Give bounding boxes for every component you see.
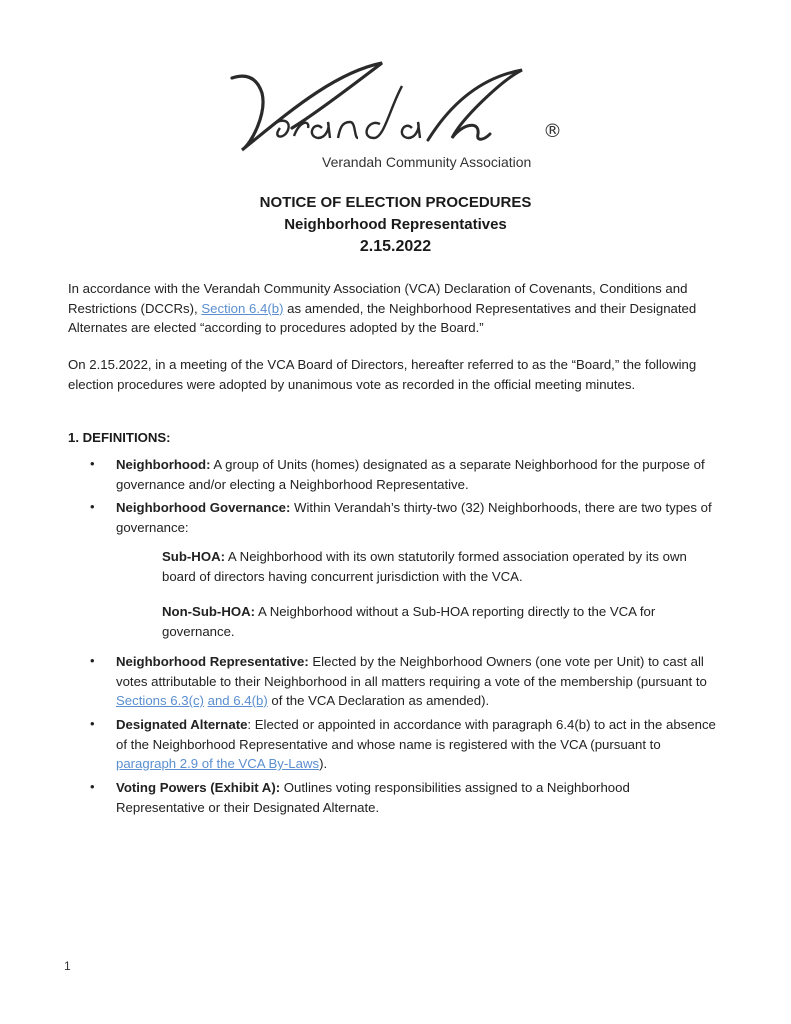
page-number: 1 (64, 959, 71, 973)
definition-alternate (116, 715, 716, 774)
term-sub-hoa: Sub-HOA: (162, 549, 225, 564)
intro-text-after-link: as amended, the Neighborhood Representatives and their Designated Alternates are elected “according to procedures adopted by the Board.” (68, 300, 697, 335)
term-voting-powers: Voting Powers (Exhibit A): (116, 780, 281, 795)
definition-non-sub-hoa-text: A Neighborhood without a Sub-HOA reporting directly to the VCA for governance. (162, 604, 656, 639)
definition-representative (116, 652, 716, 711)
definition-sub-hoa-text: A Neighborhood with its own statutorily formed association operated by its own board of directors having concurrent jurisdiction with the VCA. (162, 549, 687, 584)
bullet-icon: • (90, 499, 95, 514)
definition-representative-text-after: of the VCA Declaration as amended). (267, 693, 490, 708)
bullet-icon: • (90, 716, 95, 731)
sections-6-3c-link[interactable]: Sections 6.3(c) (116, 693, 204, 708)
bullet-icon: • (90, 779, 95, 794)
definition-voting-powers-text: Outlines voting responsibilities assigned to a Neighborhood Representative or their Designated Alternate. (116, 780, 630, 815)
intro-paragraph-1 (68, 279, 728, 338)
definition-governance-text: Within Verandah’s thirty-two (32) Neighborhoods, there are two types of governance: (116, 500, 712, 535)
intro-text-before-link: In accordance with the Verandah Community Association (VCA) Declaration of Covenants, Conditions and Restrictions (DCCRs), (68, 281, 688, 316)
document-title (0, 192, 791, 258)
term-representative: Neighborhood Representative: (116, 654, 309, 669)
logo-subtitle: Verandah Community Association (322, 154, 532, 170)
registered-mark: ® (543, 120, 562, 142)
title-date: 2.15.2022 (359, 238, 432, 255)
term-alternate: Designated Alternate (116, 717, 248, 732)
bullet-icon: • (90, 456, 95, 471)
definition-representative-text: Elected by the Neighborhood Owners (one vote per Unit) to cast all votes attributable to their Neighborhood in all matters requiring a vote of the membership (pursuant to (116, 654, 707, 689)
verandah-logo (222, 58, 562, 176)
definitions-heading: 1. DEFINITIONS: (68, 430, 171, 445)
definition-neighborhood (116, 455, 716, 494)
definition-alternate-text: : Elected or appointed in accordance with paragraph 6.4(b) to act in the absence of the Neighborhood Representative and whose name is registered with the VCA (pursuant to (116, 717, 716, 752)
definition-non-sub-hoa (162, 602, 722, 641)
definition-sub-hoa (162, 547, 722, 586)
section-6-4b-link-2[interactable]: and 6.4(b) (207, 693, 268, 708)
verandah-script-logo (222, 58, 562, 158)
definition-alternate-text-after: ). (319, 756, 328, 771)
definition-governance (116, 498, 716, 537)
bullet-icon: • (90, 653, 95, 668)
title-line-2: Neighborhood Representatives (284, 216, 507, 233)
section-6-4b-link[interactable]: Section 6.4(b) (201, 300, 284, 316)
definition-neighborhood-text: A group of Units (homes) designated as a separate Neighborhood for the purpose of governance and/or electing a Neighborhood Representative. (116, 457, 705, 492)
intro-paragraph-2: On 2.15.2022, in a meeting of the VCA Board of Directors, hereafter referred to as the “Board,” the following election procedures were adopted by unanimous vote as recorded in the official meeting minutes. (68, 357, 697, 392)
term-neighborhood: Neighborhood: (116, 457, 211, 472)
term-governance: Neighborhood Governance: (116, 500, 291, 515)
term-non-sub-hoa: Non-Sub-HOA: (162, 604, 256, 619)
bylaws-paragraph-2-9-link[interactable]: paragraph 2.9 of the VCA By-Laws (116, 756, 320, 771)
definition-voting-powers (116, 778, 716, 817)
title-line-1: NOTICE OF ELECTION PROCEDURES (259, 194, 532, 211)
